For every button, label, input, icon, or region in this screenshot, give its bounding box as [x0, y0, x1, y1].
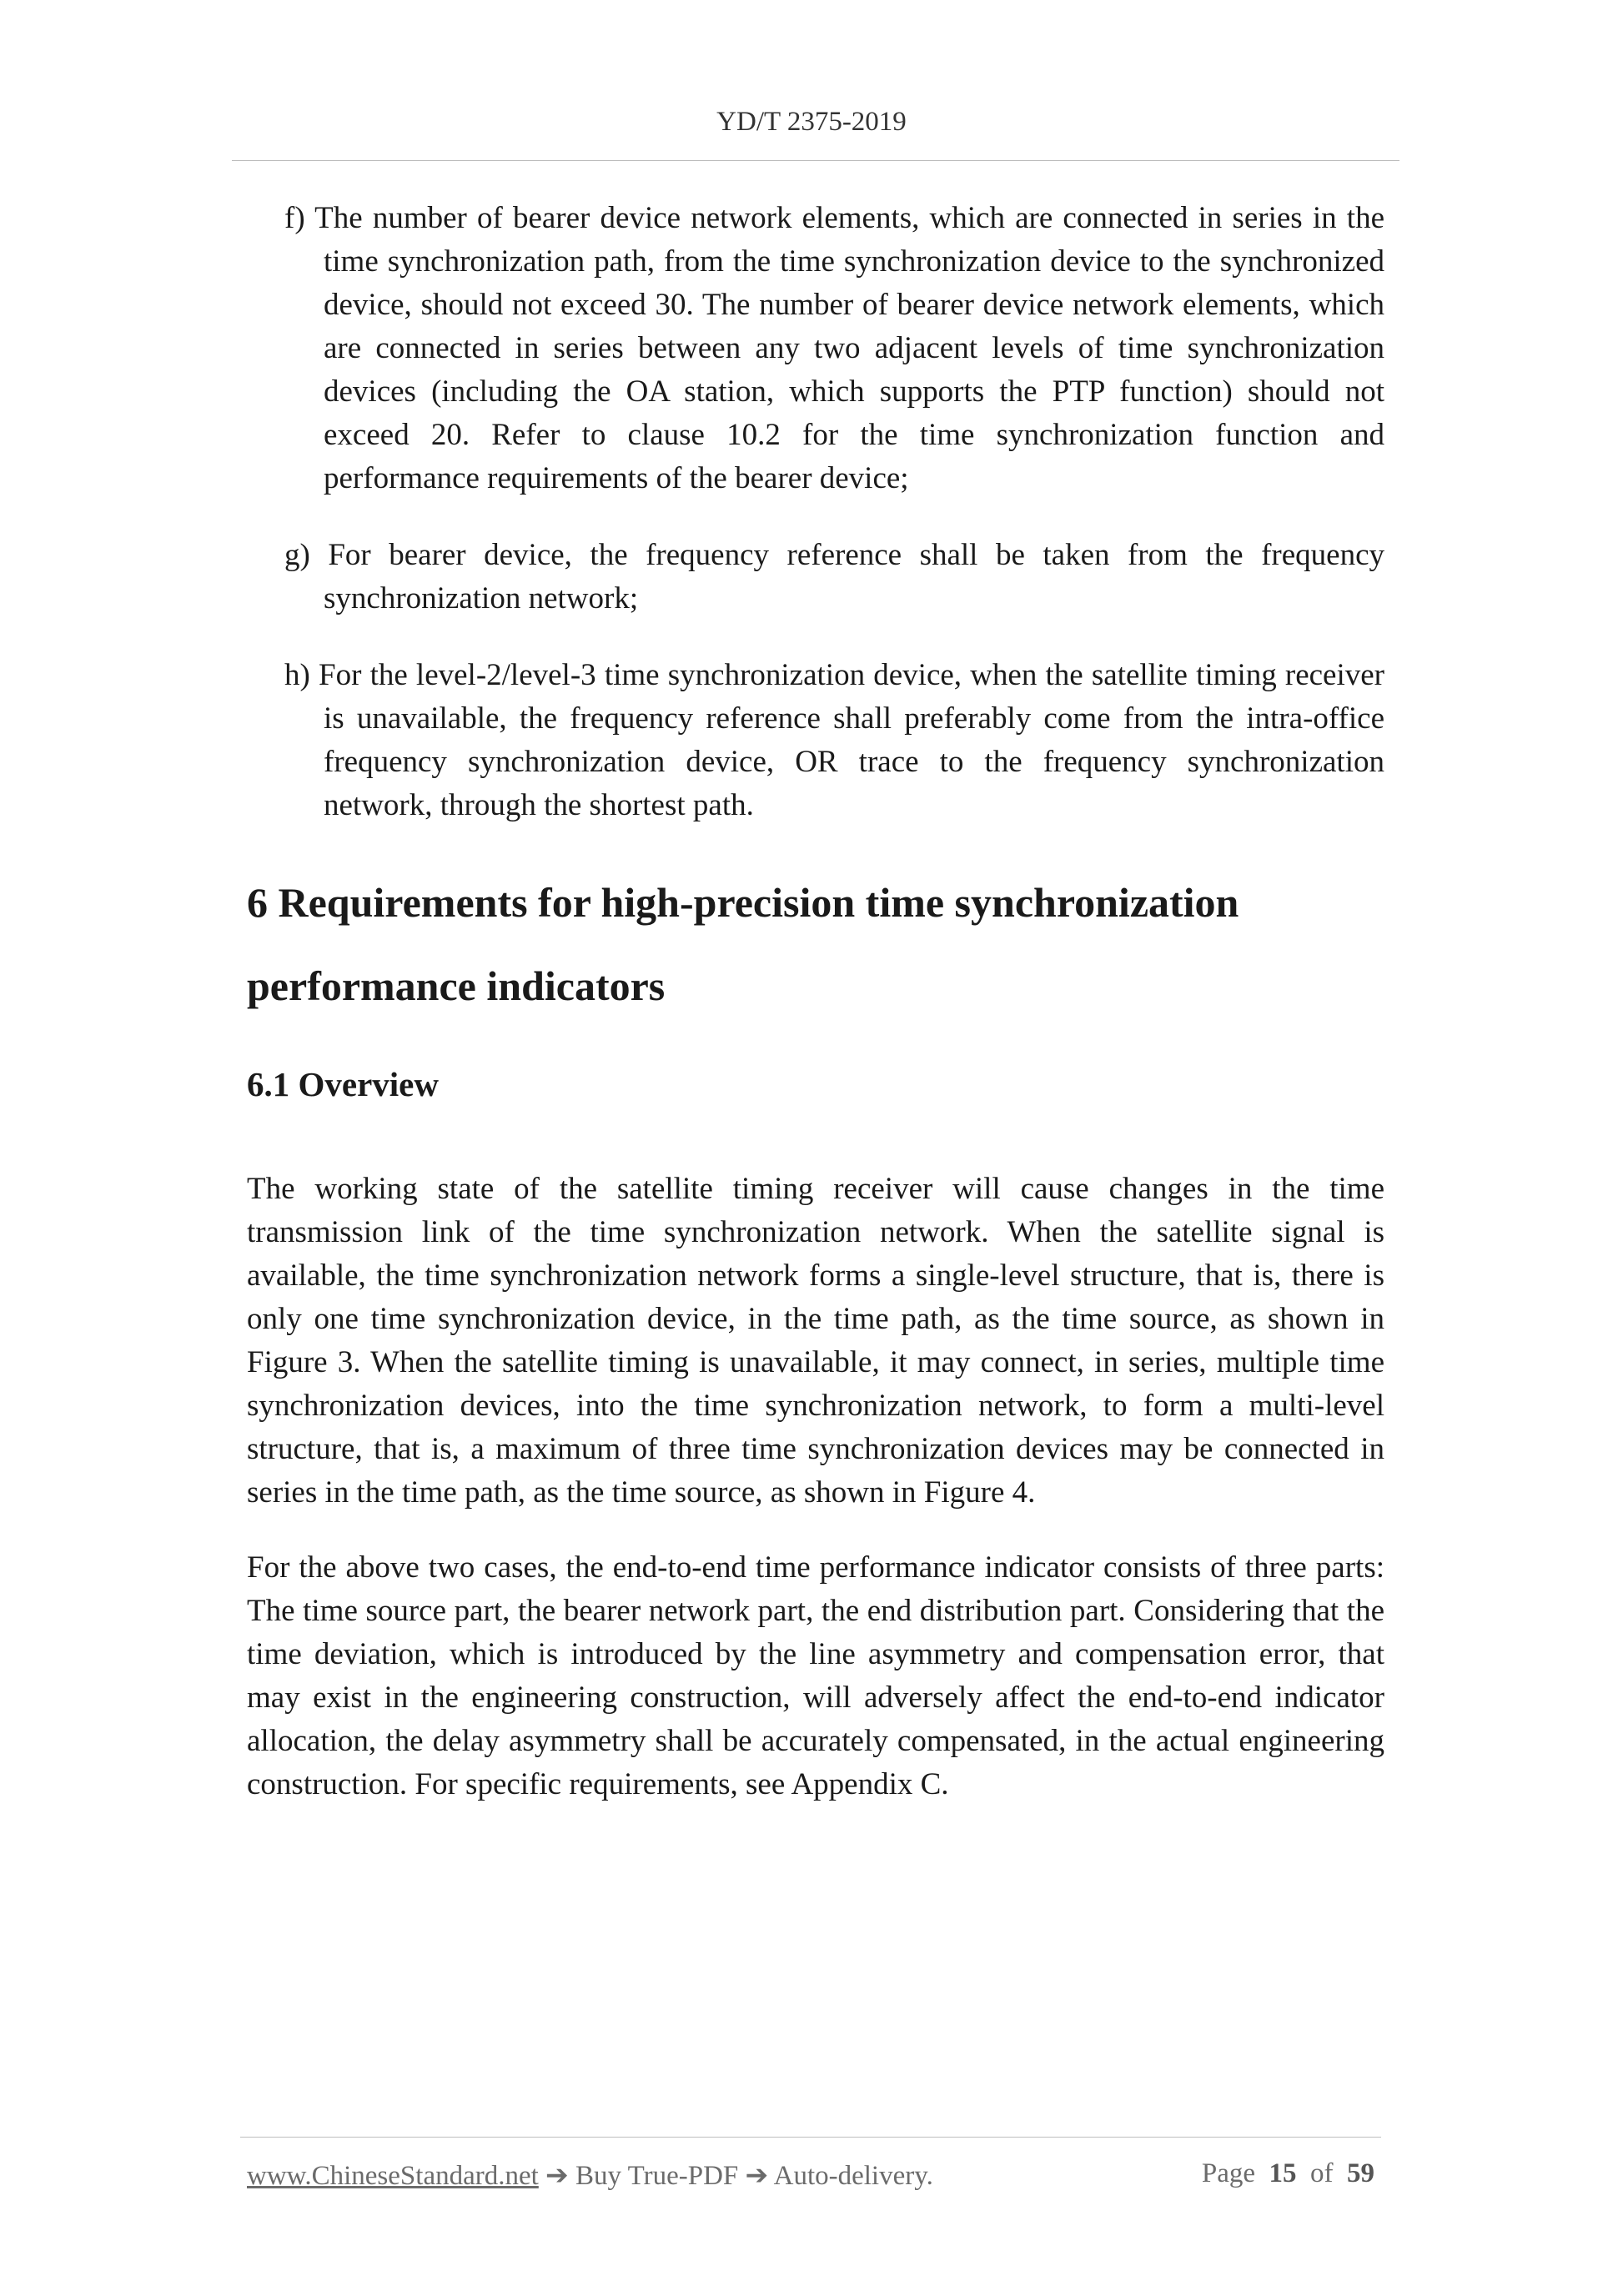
page-content	[247, 197, 1384, 1838]
section-heading-line-2: performance indicators	[247, 962, 666, 1009]
document-header: YD/T 2375-2019	[716, 107, 907, 137]
list-item-label: g)	[284, 538, 310, 572]
list-item-text: For bearer device, the frequency reference shall be taken from the frequency synchronization network;	[324, 538, 1384, 615]
buy-text: Buy True-PDF	[575, 2161, 739, 2191]
section-heading-line-1: 6 Requirements for high-precision time synchronization	[247, 879, 1239, 926]
page-word: Page	[1201, 2158, 1255, 2188]
of-word: of	[1310, 2158, 1334, 2188]
page-total: 59	[1347, 2158, 1374, 2188]
list-item-h	[284, 654, 1384, 827]
list-item-text: For the level-2/level-3 time synchronization device, when the satellite timing receiver is unavailable, the frequency reference shall preferably come from the intra-office frequency synchronization device, OR trace to the frequency synchronization network, through the shortest path.	[319, 658, 1385, 822]
section-heading	[247, 861, 1384, 1027]
list-item-g	[284, 534, 1384, 620]
delivery-text: Auto-delivery.	[773, 2161, 933, 2191]
page-current: 15	[1269, 2158, 1297, 2188]
list-item-f	[284, 197, 1384, 500]
paragraph-overview-1: The working state of the satellite timing receiver will cause changes in the time transmission link of the time synchronization network. When the satellite signal is available, the time synchronization network forms a single-level structure, that is, there is only one time synchronization device, in the time path, as the time source, as shown in Figure 3. When the satellite timing is unavailable, it may connect, in series, multiple time synchronization devices, into the time synchronization network, to form a multi-level structure, that is, a maximum of three time synchronization devices may be connected in series in the time path, as the time source, as shown in Figure 4.	[247, 1172, 1384, 1510]
paragraph-overview-2: For the above two cases, the end-to-end time performance indicator consists of three parts: The time source part, the bearer network part, the end distribution part. Considering that the time deviation, which is introduced by the line asymmetry and compensation error, that may exist in the engineering construction, will adversely affect the end-to-end indicator allocation, the delay asymmetry shall be accurately compensated, in the actual engineering construction. For specific requirements, see Appendix C.	[247, 1550, 1384, 1801]
list-item-label: h)	[284, 658, 310, 692]
arrow-icon: ➔	[745, 2161, 769, 2191]
arrow-icon: ➔	[545, 2161, 569, 2191]
site-link[interactable]: www.ChineseStandard.net	[247, 2161, 539, 2191]
list-item-text: The number of bearer device network elements, which are connected in series in the time synchronization path, from the time synchronization device to the synchronized device, should not exceed 30. The number of bearer device network elements, which are connected in series between any two adjacent levels of time synchronization devices (including the OA station, which supports the PTP function) should not exceed 20. Refer to clause 10.2 for the time synchronization function and performance requirements of the bearer device;	[314, 201, 1384, 495]
list-item-label: f)	[284, 201, 305, 235]
subsection-heading: 6.1 Overview	[247, 1065, 439, 1103]
footer-promo	[247, 2158, 933, 2192]
footer-divider	[240, 2137, 1381, 2138]
page-number	[1202, 2158, 1374, 2192]
header-divider	[232, 160, 1399, 161]
page-footer	[247, 2158, 1374, 2192]
